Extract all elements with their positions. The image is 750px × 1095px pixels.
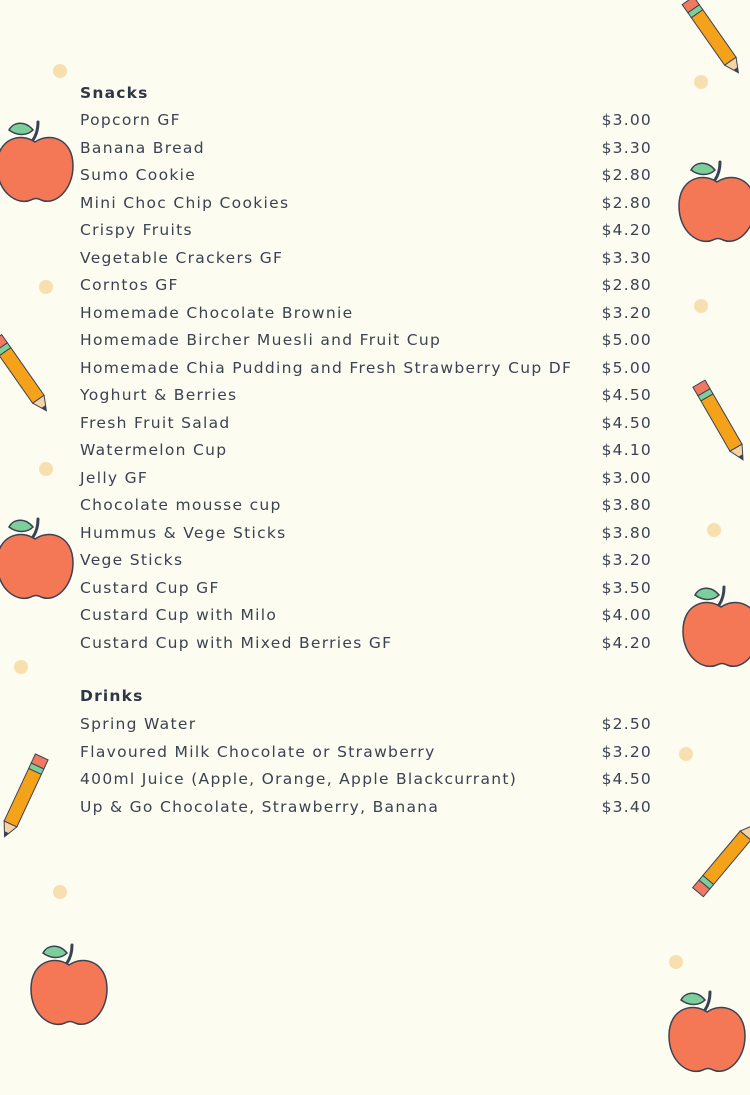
menu-item <box>80 359 652 385</box>
menu-item <box>80 743 652 769</box>
item-name: Popcorn GF <box>80 111 181 129</box>
item-name: Custard Cup GF <box>80 578 220 597</box>
item-name: Fresh Fruit Salad <box>80 413 231 432</box>
item-price: $4.50 <box>601 386 652 404</box>
menu-item <box>80 551 652 577</box>
pencil-icon <box>0 318 60 428</box>
item-name: Jelly GF <box>80 468 149 487</box>
menu-item <box>80 715 652 741</box>
decorative-dot <box>679 747 693 761</box>
item-name: Up & Go Chocolate, Strawberry, Banana <box>80 797 440 816</box>
menu-item <box>80 386 652 412</box>
item-name: Chocolate mousse cup <box>80 496 282 514</box>
decorative-dot <box>53 64 67 78</box>
item-price: $3.00 <box>601 111 652 129</box>
menu-item <box>80 524 652 550</box>
item-name: Vege Sticks <box>80 551 184 569</box>
item-price: $4.00 <box>601 606 652 624</box>
item-price: $5.00 <box>601 358 652 377</box>
item-price: $2.80 <box>601 276 652 294</box>
item-price: $4.20 <box>601 633 652 652</box>
decorative-dot <box>669 955 683 969</box>
item-name: Watermelon Cup <box>80 441 228 459</box>
item-price: $4.50 <box>601 413 652 432</box>
item-price: $4.20 <box>601 221 652 239</box>
pencil-icon <box>680 365 750 475</box>
decorative-dot <box>14 660 28 674</box>
item-name: 400ml Juice (Apple, Orange, Apple Blackcurrant) <box>80 770 518 788</box>
menu-item <box>80 606 652 632</box>
decorative-dot <box>39 280 53 294</box>
item-name: Homemade Bircher Muesli and Fruit Cup <box>80 331 442 349</box>
pencil-icon <box>672 0 750 90</box>
item-price: $2.50 <box>601 715 652 733</box>
decorative-dot <box>39 462 53 476</box>
item-name: Crispy Fruits <box>80 221 193 239</box>
item-name: Flavoured Milk Chocolate or Strawberry <box>80 742 436 761</box>
item-name: Spring Water <box>80 715 197 733</box>
item-price: $3.00 <box>601 468 652 487</box>
apple-icon <box>676 580 750 690</box>
decorative-dot <box>53 885 67 899</box>
item-name: Custard Cup with Milo <box>80 606 278 624</box>
item-price: $3.20 <box>601 551 652 569</box>
menu-item <box>80 798 652 824</box>
menu-item <box>80 249 652 275</box>
item-price: $3.80 <box>601 523 652 542</box>
item-price: $3.80 <box>601 496 652 514</box>
item-price: $3.30 <box>601 248 652 267</box>
apple-icon <box>0 512 80 622</box>
item-price: $2.80 <box>601 193 652 212</box>
item-price: $3.50 <box>601 578 652 597</box>
menu-item <box>80 139 652 165</box>
pencil-icon <box>0 740 64 850</box>
item-price: $3.30 <box>601 138 652 157</box>
item-price: $3.20 <box>601 742 652 761</box>
menu-item <box>80 469 652 495</box>
pencil-icon <box>680 805 750 915</box>
item-price: $5.00 <box>601 331 652 349</box>
item-price: $2.80 <box>601 166 652 184</box>
menu-item <box>80 331 652 357</box>
menu-item <box>80 166 652 192</box>
item-name: Mini Choc Chip Cookies <box>80 193 290 212</box>
decorative-dot <box>694 75 708 89</box>
section-title-snacks: Snacks <box>80 84 149 102</box>
menu-item <box>80 111 652 137</box>
menu-item <box>80 414 652 440</box>
item-price: $4.50 <box>601 770 652 788</box>
decorative-dot <box>707 523 721 537</box>
item-name: Yoghurt & Berries <box>80 386 238 404</box>
menu-item <box>80 304 652 330</box>
menu-item <box>80 441 652 467</box>
item-name: Corntos GF <box>80 276 179 294</box>
item-name: Custard Cup with Mixed Berries GF <box>80 633 393 652</box>
item-name: Sumo Cookie <box>80 166 197 184</box>
apple-icon <box>662 985 750 1095</box>
menu-item <box>80 221 652 247</box>
menu-item <box>80 634 652 660</box>
item-name: Homemade Chocolate Brownie <box>80 303 354 322</box>
item-name: Vegetable Crackers GF <box>80 248 284 267</box>
menu-item <box>80 276 652 302</box>
menu-item <box>80 770 652 796</box>
item-price: $3.40 <box>601 797 652 816</box>
section-title-drinks: Drinks <box>80 687 144 705</box>
decorative-dot <box>694 299 708 313</box>
item-name: Banana Bread <box>80 138 205 157</box>
item-price: $4.10 <box>601 441 652 459</box>
item-name: Homemade Chia Pudding and Fresh Strawberry Cup DF <box>80 358 573 377</box>
apple-icon <box>24 938 114 1048</box>
apple-icon <box>672 155 750 265</box>
menu-item <box>80 194 652 220</box>
menu-item <box>80 579 652 605</box>
menu-item <box>80 496 652 522</box>
item-name: Hummus & Vege Sticks <box>80 523 287 542</box>
apple-icon <box>0 115 80 225</box>
item-price: $3.20 <box>601 303 652 322</box>
